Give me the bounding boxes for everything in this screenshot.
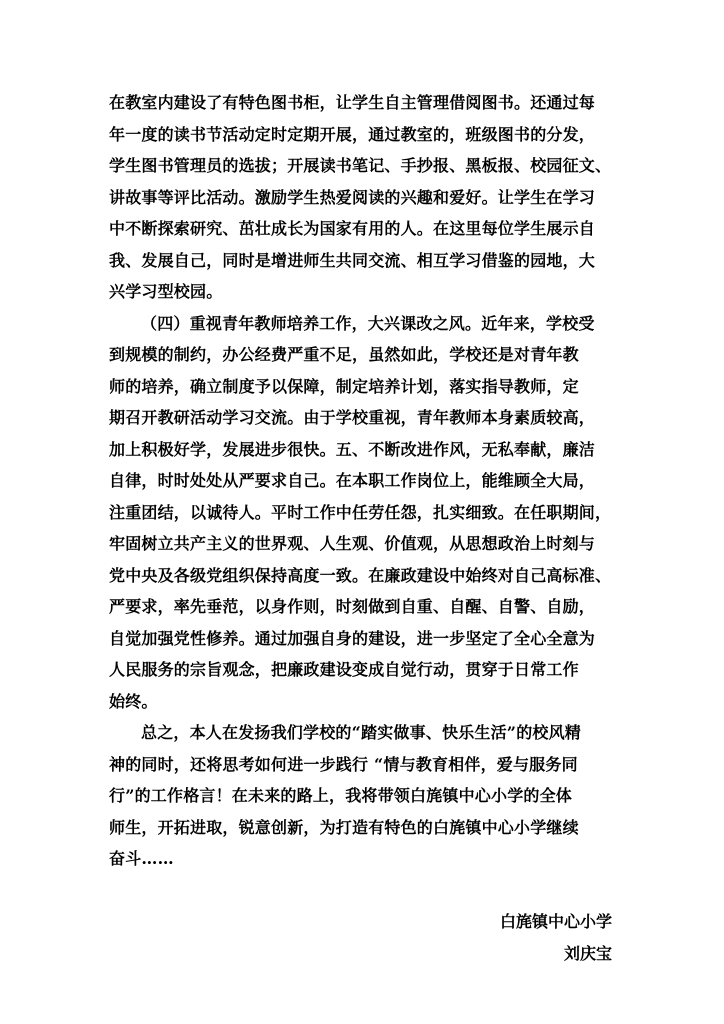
body-line: 师的培养，确立制度予以保障，制定培养计划，落实指导教师，定 (109, 377, 579, 396)
body-line: 自律，时时处处从严要求自己。在本职工作岗位上，能维顾全大局， (109, 471, 596, 490)
body-line: 期召开教研活动学习交流。由于学校重视，青年教师本身素质较高， (109, 408, 596, 427)
body-line: 加上积极好学，发展进步很快。五、不断改进作风，无私奉献，廉洁 (109, 440, 596, 459)
body-line: 我、发展自己，同时是增进师生共同交流、相互学习借鉴的园地，大 (109, 251, 596, 270)
body-line: 在教室内建设了有特色图书柜，让学生自主管理借阅图书。还通过每 (109, 93, 596, 112)
body-line: 到规模的制约，办公经费严重不足，虽然如此，学校还是对青年教 (109, 345, 579, 364)
body-line: 人民服务的宗旨观念，把廉政建设变成自觉行动，贯穿于日常工作 (109, 660, 579, 679)
body-line: 自觉加强党性修养。通过加强自身的建设，进一步坚定了全心全意为 (109, 629, 596, 648)
body-line: 牢固树立共产主义的世界观、人生观、价值观，从思想政治上时刻与 (109, 534, 596, 553)
signature-organization: 白旄镇中心小学 (499, 912, 612, 931)
body-line: 神的同时，还将思考如何进一步践行 “情与教育相伴，爱与服务同 (109, 755, 578, 774)
body-line: 奋斗…… (109, 849, 174, 868)
body-line: 注重团结，以诚待人。平时工作中任劳任怨，扎实细致。在任职期间， (109, 503, 612, 522)
body-line: 严要求，率先垂范，以身作则，时刻做到自重、自醒、自警、自励， (109, 597, 596, 616)
body-line: 始终。 (109, 692, 158, 711)
body-line: 师生，开拓进取，锐意创新，为打造有特色的白旄镇中心小学继续 (109, 818, 579, 837)
body-line: 行”的工作格言！在未来的路上，我将带领白旄镇中心小学的全体 (109, 786, 573, 805)
body-line: 年一度的读书节活动定时定期开展，通过教室的，班级图书的分发， (109, 125, 596, 144)
signature-name: 刘庆宝 (563, 944, 612, 963)
body-line: 党中央及各级党组织保持高度一致。在廉政建设中始终对自己高标准、 (109, 566, 612, 585)
body-line: 中不断探索研究、茁壮成长为国家有用的人。在这里每位学生展示自 (109, 219, 596, 238)
body-line: 学生图书管理员的选拔；开展读书笔记、手抄报、黑板报、校园征文、 (109, 156, 612, 175)
body-line: 兴学习型校园。 (109, 282, 223, 301)
paragraph-start-line: （四）重视青年教师培养工作，大兴课改之风。近年来，学校受 (141, 314, 595, 333)
body-line: 讲故事等评比活动。激励学生热爱阅读的兴趣和爱好。让学生在学习 (109, 188, 596, 207)
paragraph-start-line: 总之，本人在发扬我们学校的“踏实做事、快乐生活”的校风精 (141, 723, 582, 742)
